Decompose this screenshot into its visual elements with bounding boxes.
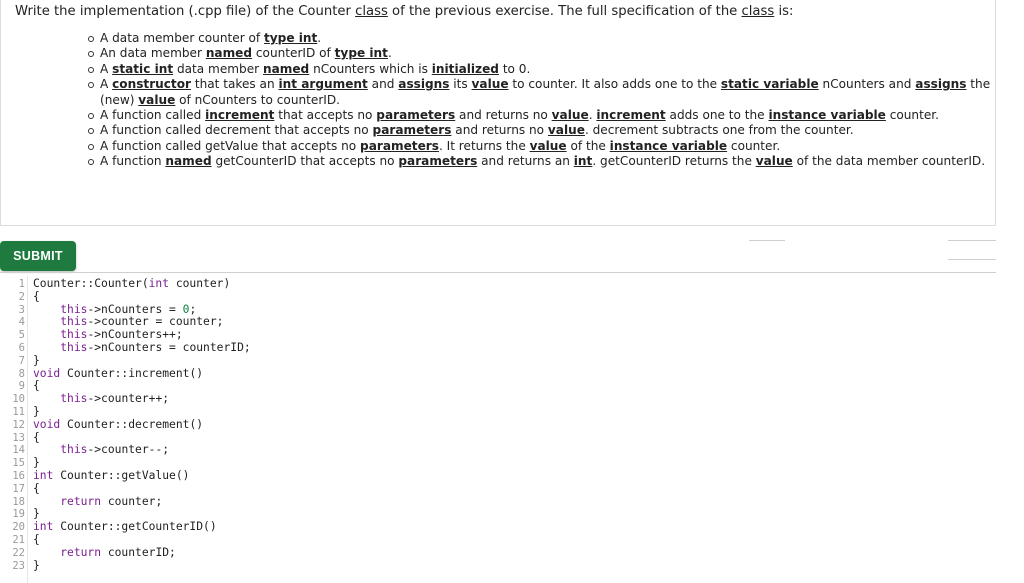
spec-text: of the data member counterID. (792, 154, 986, 169)
line-number: 14 (12, 444, 25, 457)
code-text[interactable]: void Counter::increment() (33, 366, 204, 380)
line-number: 15 (12, 457, 25, 470)
spec-text: the (new) (100, 77, 991, 107)
glossary-term-link[interactable]: instance variable (609, 138, 728, 153)
intro-class-link-2[interactable]: class (741, 4, 775, 19)
code-text[interactable]: int Counter::getCounterID() (33, 520, 217, 534)
spec-text: and (367, 77, 399, 92)
code-text[interactable]: return counterID; (60, 545, 176, 559)
line-number: 4 (18, 316, 25, 329)
glossary-term-link[interactable]: parameters (398, 154, 478, 169)
glossary-term-link[interactable]: named (165, 154, 212, 169)
spec-text: that accepts no (274, 108, 377, 123)
glossary-term-link[interactable]: assigns (915, 77, 967, 92)
spec-text: . (387, 46, 392, 61)
line-number: 19 (12, 508, 25, 521)
spec-text: counter. (727, 138, 781, 153)
glossary-term-link[interactable]: int argument (278, 77, 368, 92)
spec-item (86, 31, 991, 46)
code-text[interactable]: this->counter++; (60, 392, 170, 406)
spec-text: counter. (885, 108, 939, 123)
line-number: 7 (18, 354, 25, 367)
spec-text: its (449, 77, 472, 92)
glossary-term-link[interactable]: value (529, 138, 567, 153)
code-text[interactable]: { (33, 533, 40, 546)
glossary-term-link[interactable]: value (551, 108, 589, 123)
spec-item (86, 123, 991, 138)
line-number: 13 (12, 431, 25, 444)
code-text[interactable]: Counter::Counter(int counter) (33, 277, 231, 290)
glossary-term-link[interactable]: initialized (431, 61, 499, 76)
line-number: 10 (12, 393, 25, 406)
code-text[interactable]: } (33, 558, 40, 572)
spec-text: and returns no (451, 123, 548, 138)
glossary-term-link[interactable]: parameters (372, 123, 452, 138)
problem-statement (0, 0, 996, 226)
intro-text-2: of the previous exercise. The full specification of the (387, 4, 742, 19)
code-text[interactable]: } (33, 353, 40, 367)
line-number: 1 (18, 278, 25, 290)
line-number: 12 (12, 418, 25, 431)
spec-item (86, 154, 991, 169)
code-text[interactable]: { (33, 430, 40, 444)
spec-text: A (100, 61, 113, 76)
spec-text: A function (100, 154, 166, 169)
spec-text: nCounters which is (309, 61, 432, 76)
intro-text-1: Write the implementation (.cpp file) of the Counter (15, 4, 356, 19)
spec-text: counterID of (252, 46, 335, 61)
line-number-gutter (27, 276, 28, 583)
code-text[interactable]: this->counter--; (60, 443, 170, 457)
line-number: 23 (12, 559, 25, 572)
code-text[interactable]: void Counter::decrement() (33, 417, 204, 431)
spec-text: data member (173, 61, 263, 76)
spec-text: adds one to the (665, 108, 769, 123)
code-text[interactable]: } (33, 456, 40, 470)
code-text[interactable]: } (33, 507, 40, 521)
glossary-term-link[interactable]: value (138, 92, 176, 107)
spec-text: An data member (100, 46, 206, 61)
glossary-term-link[interactable]: value (547, 123, 585, 138)
glossary-term-link[interactable]: parameters (360, 138, 439, 153)
glossary-term-link[interactable]: instance variable (768, 108, 886, 123)
code-text[interactable]: } (33, 405, 40, 418)
line-number: 22 (12, 546, 25, 559)
line-number: 9 (18, 380, 25, 393)
line-number: 8 (18, 367, 25, 380)
specification-list (86, 31, 991, 170)
code-text[interactable]: this->nCounters++; (60, 328, 183, 342)
spec-text: . (317, 31, 322, 45)
line-number: 5 (18, 329, 25, 342)
line-number: 18 (12, 495, 25, 508)
spec-item (86, 139, 991, 154)
glossary-term-link[interactable]: static int (112, 61, 174, 76)
intro-class-link-1[interactable]: class (355, 4, 388, 19)
spec-text: getCounterID that accepts no (211, 154, 399, 169)
line-number: 3 (18, 303, 25, 316)
glossary-term-link[interactable]: parameters (376, 108, 456, 123)
code-text[interactable]: return counter; (60, 494, 163, 508)
glossary-term-link[interactable]: static variable (720, 77, 819, 92)
code-editor[interactable] (0, 276, 1000, 583)
glossary-term-link[interactable]: value (755, 154, 793, 169)
line-number: 21 (12, 534, 25, 546)
code-text[interactable]: { (33, 379, 40, 393)
toolbar-divider (749, 240, 785, 241)
line-number: 17 (12, 482, 25, 495)
line-number: 20 (12, 521, 25, 534)
glossary-term-link[interactable]: increment (596, 108, 666, 123)
glossary-term-link[interactable]: value (471, 77, 509, 92)
spec-text: nCounters and (818, 77, 916, 92)
spec-item (86, 108, 991, 123)
glossary-term-link[interactable]: assigns (398, 77, 450, 92)
code-text[interactable]: this->nCounters = 0; (60, 302, 197, 316)
spec-item (86, 46, 991, 61)
spec-text: A data member counter of (100, 31, 265, 45)
spec-text: of the (566, 138, 610, 153)
spec-item (86, 77, 991, 108)
toolbar-divider (948, 259, 996, 260)
line-number: 16 (12, 470, 25, 482)
glossary-term-link[interactable]: constructor (112, 77, 191, 92)
spec-text: and returns an (477, 154, 574, 169)
spec-text: that takes an (191, 77, 279, 92)
editor-top-border (0, 272, 996, 273)
toolbar-divider (948, 240, 996, 241)
intro-text-3: is: (774, 4, 794, 19)
spec-text: A (100, 77, 113, 92)
glossary-term-link[interactable]: named (205, 46, 253, 61)
spec-text: to 0. (498, 61, 531, 76)
glossary-term-link[interactable]: named (262, 61, 310, 76)
code-text[interactable]: this->counter = counter; (60, 315, 224, 329)
spec-text: of nCounters to counterID. (175, 92, 341, 107)
code-text[interactable]: { (33, 481, 40, 495)
glossary-term-link[interactable]: type int (264, 31, 318, 45)
spec-text: . getCounterID returns the (592, 154, 756, 169)
code-text[interactable]: this->nCounters = counterID; (60, 341, 251, 354)
spec-text: . decrement subtracts one from the counter. (584, 123, 854, 138)
line-number: 2 (18, 290, 25, 303)
code-text[interactable]: int Counter::getValue() (33, 469, 190, 482)
spec-item (86, 62, 991, 77)
spec-text: to counter. It also adds one to the (508, 77, 721, 92)
submit-button[interactable]: SUBMIT (0, 241, 76, 271)
spec-text: A function called (100, 108, 206, 123)
line-number: 11 (12, 406, 25, 418)
glossary-term-link[interactable]: int (573, 154, 593, 169)
line-number: 6 (18, 342, 25, 354)
spec-text: A function called getValue that accepts no (100, 138, 361, 153)
spec-text: A function called decrement that accepts no (100, 123, 373, 138)
glossary-term-link[interactable]: type int (334, 46, 388, 61)
spec-text: . It returns the (438, 138, 530, 153)
spec-text: and returns no (455, 108, 552, 123)
problem-intro (15, 4, 793, 20)
code-text[interactable]: { (33, 289, 40, 303)
glossary-term-link[interactable]: increment (205, 108, 275, 123)
spec-text: . (588, 108, 597, 123)
